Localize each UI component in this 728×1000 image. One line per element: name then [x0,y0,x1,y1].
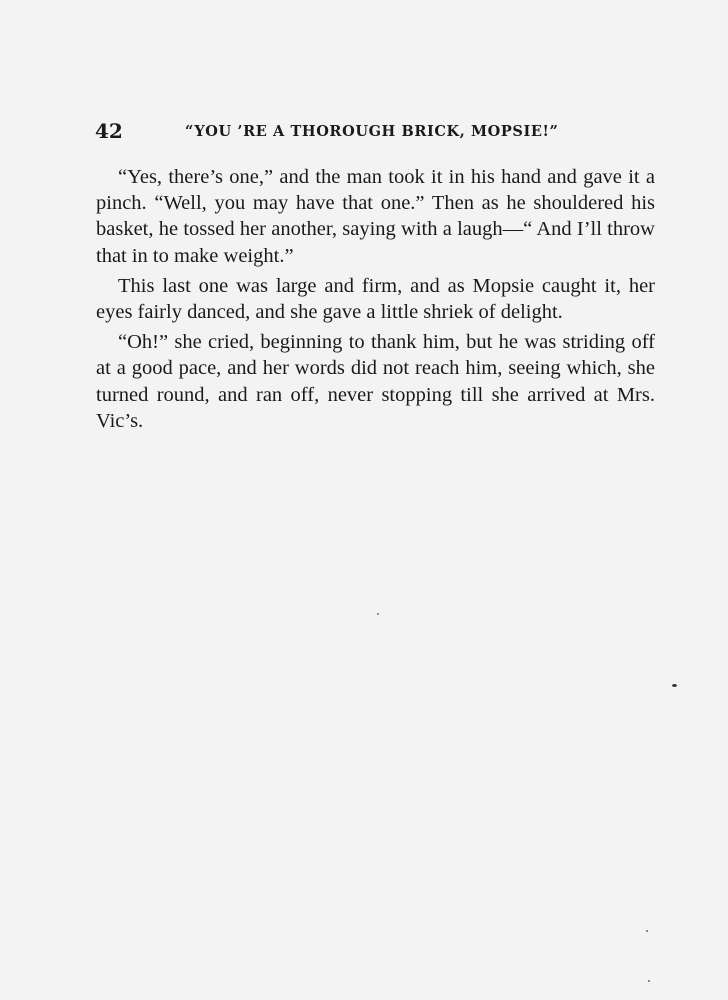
paragraph-1: “Yes, there’s one,” and the man took it in his hand and gave it a pinch. “Well, you may have that one.” Then as he shouldered his basket, he tossed her another, saying with a laugh—“ And I’ll throw that in to make weight.” [96,166,655,267]
scan-speck [648,980,650,982]
scan-speck [646,930,648,932]
paragraph-3: “Oh!” she cried, beginning to thank him, but he was striding off at a good pace, and her words did not reach him, seeing which, she turned round, and ran off, never stopping till she arrived at Mrs. Vic’s. [96,331,655,432]
page-header [95,118,655,144]
page-number: 42 [95,119,123,143]
running-title: “YOU ’RE A THOROUGH BRICK, MOPSIE!” [185,123,559,140]
body-text [96,164,655,438]
paragraph-2: This last one was large and firm, and as Mopsie caught it, her eyes fairly danced, and she gave a little shriek of delight. [96,274,655,324]
scan-speck [377,613,379,615]
scan-speck [672,684,677,687]
